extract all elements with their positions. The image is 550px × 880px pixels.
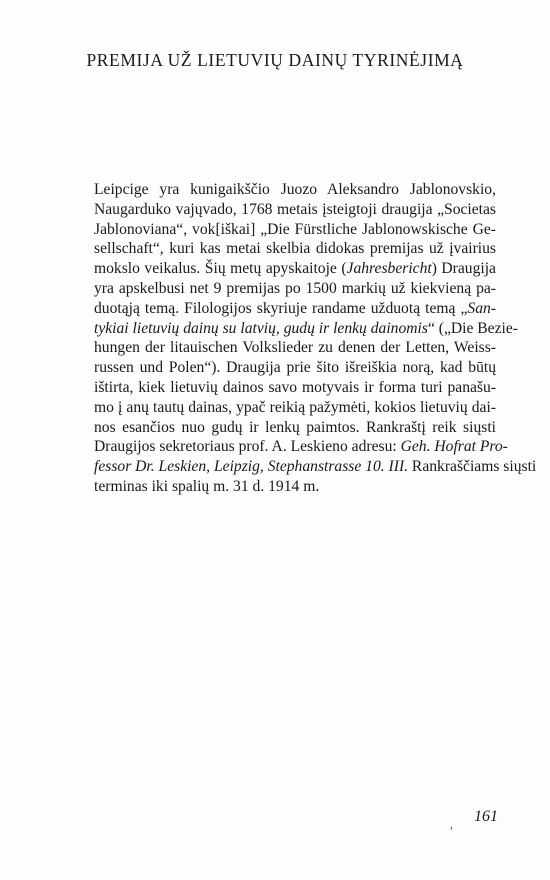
page-number: 161 [474, 808, 498, 825]
text-line: Leipcige yra kunigaikščio Juozo Aleksandro Jablonovskio, [94, 181, 496, 198]
text-line: terminas iki spalių m. 31 d. 1914 m. [94, 477, 320, 495]
italic-segment: Jahresbericht [346, 260, 432, 278]
text-line: nos esančios nuo gudų ir lenkų paimtos. Rankraštį reik siųsti [94, 418, 496, 436]
text-line [94, 259, 496, 279]
italic-segment: tykiai lietuvių dainų su latvių, gudų ir lenkų dainomis [94, 319, 428, 337]
text-line [94, 299, 496, 319]
text-line [94, 319, 518, 339]
text-line: yra apskelbusi net 9 premijas po 1500 markių už kiekvieną pa- [94, 279, 496, 297]
text-line: sellschaft“, kuri kas metai skelbia didokas premijas už įvairius [94, 240, 496, 258]
text-line: Jablonoviana“, vok[iškai] „Die Fürstliche Jablonowskische Ge- [94, 220, 496, 238]
text-segment: ) Draugija [431, 260, 496, 278]
italic-segment: San- [467, 299, 496, 317]
text-line [94, 457, 537, 477]
text-line: russen und Polen“). Draugija prie šito išreiškia norą, kad būtų [94, 359, 496, 377]
text-segment: mokslo veikalus. Šių metų apyskaitoje ( [94, 260, 347, 278]
italic-segment: Geh. Hofrat Pro- [400, 438, 508, 456]
text-segment: Draugijos sekretoriaus prof. A. Leskieno adresu: [94, 438, 401, 456]
italic-segment: fessor Dr. Leskien, Leipzig, Stephanstrasse 10. III. [94, 458, 409, 476]
text-line [94, 437, 508, 457]
tick-mark: , [450, 817, 453, 831]
text-line: ištirta, kiek lietuvių dainos savo motyvais ir forma turi panašu- [94, 378, 496, 396]
text-segment: “ („Die Bezie- [427, 319, 518, 337]
body-paragraph [94, 180, 537, 497]
text-line: Naugarduko vajųvado, 1768 metais įsteigtoji draugija „Societas [94, 200, 496, 218]
text-segment: Rankraščiams siųsti [408, 458, 537, 476]
page-title: PREMIJA UŽ LIETUVIŲ DAINŲ TYRINĖJIMĄ [86, 50, 464, 70]
text-line: hungen der litauischen Volkslieder zu denen der Letten, Weiss- [94, 339, 496, 357]
text-line: mo į anų tautų dainas, ypač reikią pažymėti, kokios lietuvių dai- [94, 398, 496, 416]
text-segment: duotąją temą. Filologijos skyriuje randame užduotą temą „ [94, 299, 468, 317]
